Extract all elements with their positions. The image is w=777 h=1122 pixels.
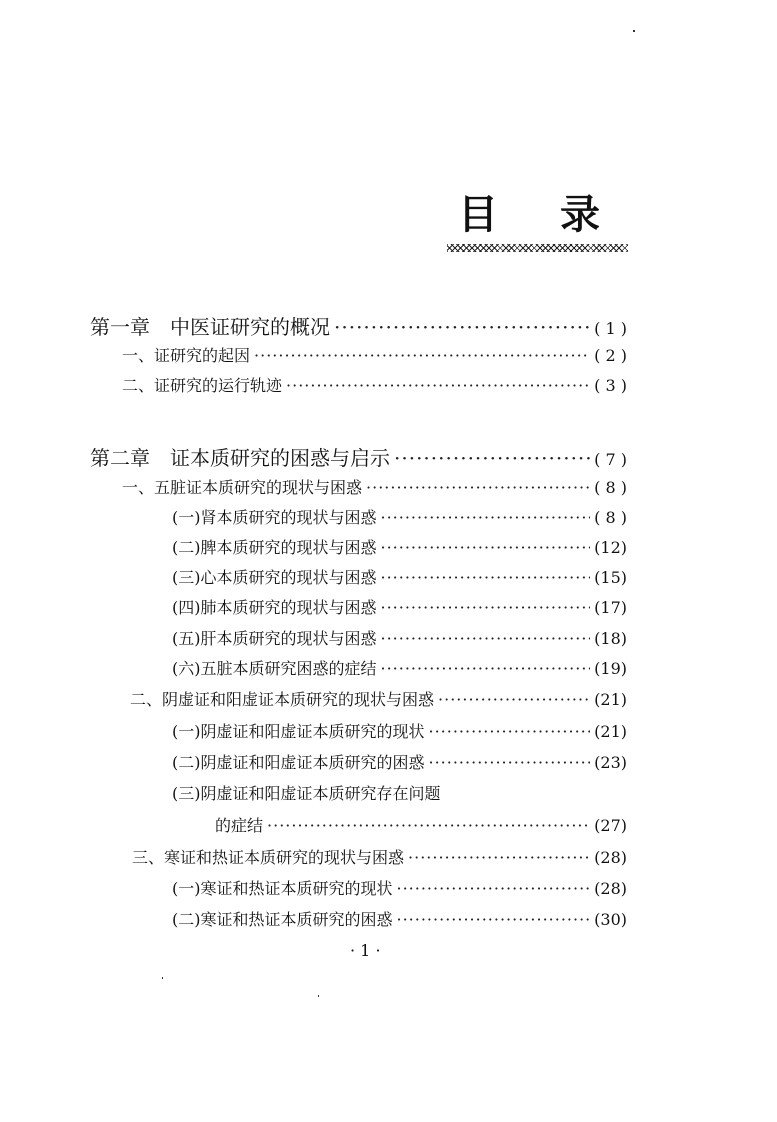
toc-entry[interactable] bbox=[172, 507, 627, 529]
toc-text: (四)肺本质研究的现状与困惑 bbox=[172, 598, 377, 617]
toc-entry-line1[interactable]: (三)阴虚证和阳虚证本质研究存在问题 bbox=[172, 784, 441, 803]
toc-page: (21) bbox=[594, 690, 627, 709]
dot-leader bbox=[334, 314, 590, 340]
toc-chapter-1[interactable] bbox=[90, 314, 627, 342]
toc-page: ( 7 ) bbox=[594, 450, 627, 469]
toc-chapter-2[interactable] bbox=[90, 445, 627, 473]
toc-entry[interactable] bbox=[122, 477, 627, 499]
title-decoration bbox=[447, 244, 628, 252]
toc-page: (28) bbox=[594, 848, 627, 867]
dot-leader bbox=[394, 445, 590, 471]
toc-page: (21) bbox=[594, 722, 627, 741]
dot-leader bbox=[286, 375, 590, 397]
toc-entry[interactable] bbox=[172, 597, 627, 619]
dot-leader bbox=[408, 847, 590, 869]
toc-entry[interactable] bbox=[130, 689, 627, 711]
toc-text: 第一章 中医证研究的概况 bbox=[90, 315, 330, 339]
toc-text: 三、寒证和热证本质研究的现状与困惑 bbox=[132, 848, 405, 867]
title-char-lu: 录 bbox=[560, 191, 600, 238]
dot-leader bbox=[429, 721, 591, 743]
page-number: · 1 · bbox=[350, 941, 381, 960]
toc-entry[interactable] bbox=[172, 752, 627, 774]
toc-text: (二)寒证和热证本质研究的困惑 bbox=[172, 910, 393, 929]
scan-speck bbox=[162, 977, 163, 979]
toc-page: (27) bbox=[594, 816, 627, 835]
toc-text: (五)肝本质研究的现状与困惑 bbox=[172, 629, 377, 648]
toc-entry[interactable] bbox=[122, 345, 627, 367]
title-char-mu: 目 bbox=[458, 191, 498, 238]
toc-page: ( 1 ) bbox=[594, 319, 627, 338]
dot-leader bbox=[381, 658, 591, 680]
toc-entry[interactable] bbox=[215, 815, 627, 837]
toc-entry[interactable] bbox=[172, 721, 627, 743]
toc-page: ( 3 ) bbox=[594, 376, 627, 395]
toc-page: (18) bbox=[594, 629, 627, 648]
toc-entry[interactable] bbox=[172, 909, 627, 931]
toc-text: (一)寒证和热证本质研究的现状 bbox=[172, 879, 393, 898]
toc-page: (28) bbox=[594, 879, 627, 898]
dot-leader bbox=[397, 909, 591, 931]
dot-leader bbox=[267, 815, 590, 837]
dot-leader bbox=[397, 878, 591, 900]
toc-entry[interactable] bbox=[172, 878, 627, 900]
toc-page: ( 8 ) bbox=[594, 478, 627, 497]
toc-text: 二、证研究的运行轨迹 bbox=[122, 376, 283, 395]
toc-entry[interactable] bbox=[172, 658, 627, 680]
toc-entry[interactable] bbox=[172, 567, 627, 589]
dot-leader bbox=[381, 597, 591, 619]
toc-page: ( 2 ) bbox=[594, 346, 627, 365]
toc-text: 第二章 证本质研究的困惑与启示 bbox=[90, 446, 390, 470]
toc-text: 的症结 bbox=[215, 816, 264, 835]
toc-page: ( 8 ) bbox=[594, 508, 627, 527]
toc-text: (六)五脏本质研究困惑的症结 bbox=[172, 659, 377, 678]
dot-leader bbox=[429, 752, 591, 774]
dot-leader bbox=[381, 567, 591, 589]
toc-entry[interactable] bbox=[122, 375, 627, 397]
dot-leader bbox=[254, 345, 590, 367]
toc-text: (二)阴虚证和阳虚证本质研究的困惑 bbox=[172, 753, 425, 772]
dot-leader bbox=[438, 689, 590, 711]
toc-page: (15) bbox=[594, 568, 627, 587]
toc-text: 二、阴虚证和阳虚证本质研究的现状与困惑 bbox=[130, 690, 435, 709]
dot-leader bbox=[381, 628, 591, 650]
toc-entry[interactable] bbox=[172, 628, 627, 650]
toc-text: 一、证研究的起因 bbox=[122, 346, 251, 365]
dot-leader bbox=[366, 477, 590, 499]
scan-speck bbox=[318, 995, 319, 997]
scan-speck bbox=[633, 30, 635, 32]
dot-leader bbox=[381, 537, 591, 559]
toc-page: (23) bbox=[594, 753, 627, 772]
toc-entry[interactable] bbox=[172, 537, 627, 559]
dot-leader bbox=[381, 507, 591, 529]
toc-entry[interactable] bbox=[132, 847, 627, 869]
toc-text: (三)心本质研究的现状与困惑 bbox=[172, 568, 377, 587]
toc-page: (19) bbox=[594, 659, 627, 678]
toc-page: (12) bbox=[594, 538, 627, 557]
toc-text: (一)肾本质研究的现状与困惑 bbox=[172, 508, 377, 527]
toc-text: 一、五脏证本质研究的现状与困惑 bbox=[122, 478, 363, 497]
toc-page: (17) bbox=[594, 598, 627, 617]
toc-text: (二)脾本质研究的现状与困惑 bbox=[172, 538, 377, 557]
toc-text: (一)阴虚证和阳虚证本质研究的现状 bbox=[172, 722, 425, 741]
toc-page: (30) bbox=[594, 910, 627, 929]
